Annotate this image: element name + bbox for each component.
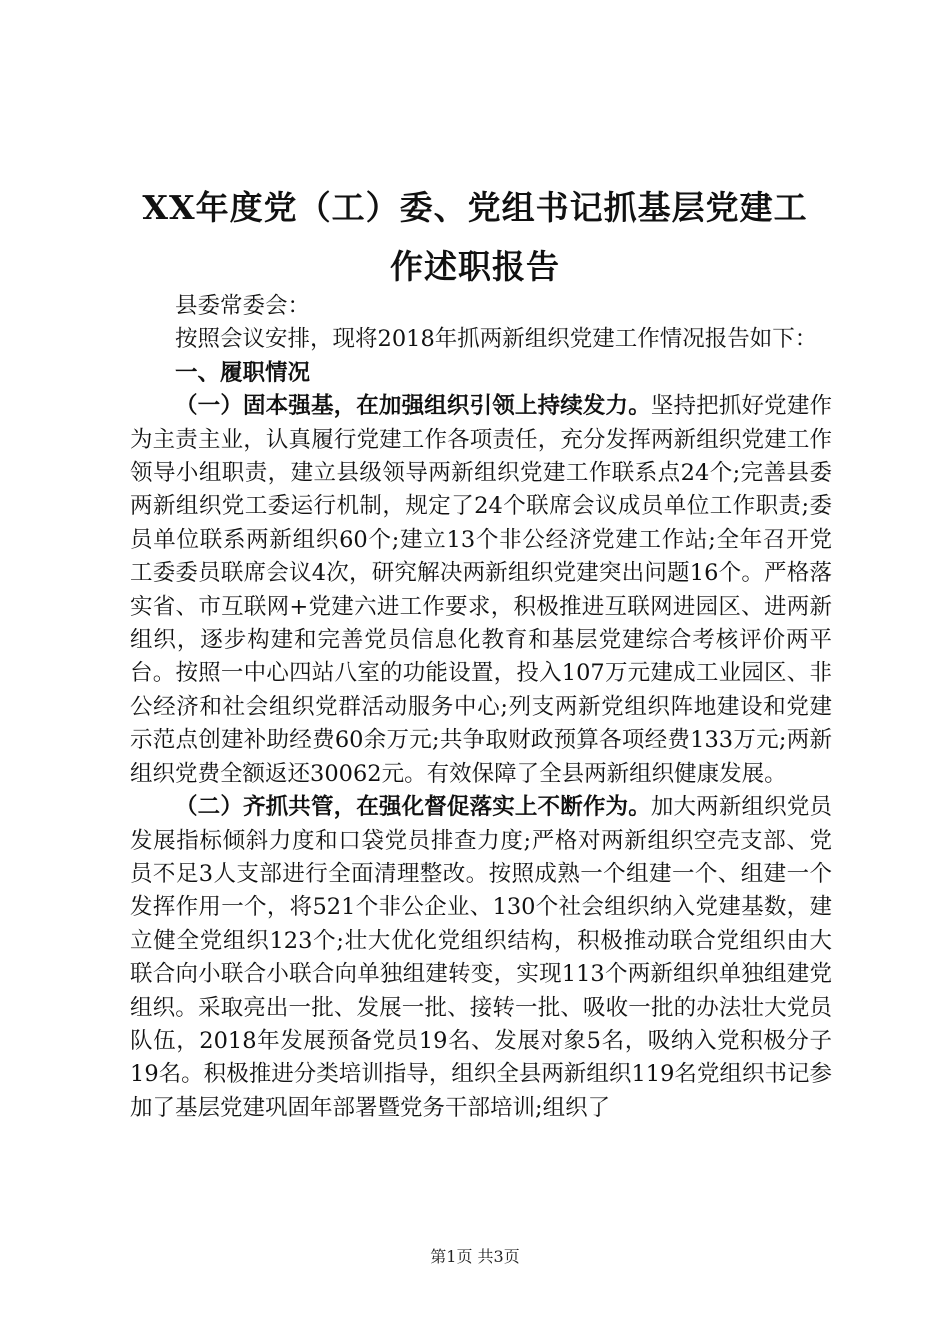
document-body [130, 290, 832, 1125]
paragraph-2-body: 加大两新组织党员发展指标倾斜力度和口袋党员排查力度;严格对两新组织空壳支部、党员不足3人支部进行全面清理整改。按照成熟一个组建一个、组建一个发挥作用一个，将521个非公企业、130个社会组织纳入党建基数，建立健全党组织123个;壮大优化党组织结构，积极推动联合党组织由大联合向小联合小联合向单独组建转变，实现113个两新组织单独组建党组织。采取亮出一批、发展一批、接转一批、吸收一批的办法壮大党员队伍，2018年发展预备党员19名、发展对象5名，吸纳入党积极分子19名。积极推进分类培训指导，组织全县两新组织119名党组织书记参加了基层党建巩固年部署暨党务干部培训;组织了 [130, 794, 832, 1121]
paragraph-1 [130, 390, 832, 791]
paragraph-2 [130, 791, 832, 1125]
document-title-line1: XX年度党（工）委、党组书记抓基层党建工 [142, 188, 808, 227]
document-title-line2: 作述职报告 [390, 247, 560, 286]
intro-paragraph: 按照会议安排，现将2018年抓两新组织党建工作情况报告如下： [175, 326, 818, 353]
paragraph-1-body: 坚持把抓好党建作为主责主业，认真履行党建工作各项责任，充分发挥两新组织党建工作领导小组职责，建立县级领导两新组织党建工作联系点24个;完善县委两新组织党工委运行机制，规定了24个联席会议成员单位工作职责;委员单位联系两新组织60个;建立13个非公经济党建工作站;全年召开党工委委员联席会议4次，研究解决两新组织党建突出问题16个。严格落实省、市互联网+党建六进工作要求，积极推进互联网进园区、进两新组织，逐步构建和完善党员信息化教育和基层党建综合考核评价两平台。按照一中心四站八室的功能设置，投入107万元建成工业园区、非公经济和社会组织党群活动服务中心;列支两新党组织阵地建设和党建示范点创建补助经费60余万元;共争取财政预算各项经费133万元;两新组织党费全额返还30062元。有效保障了全县两新组织健康发展。 [130, 393, 832, 787]
page-footer: 第1页 共3页 [430, 1247, 520, 1266]
paragraph-2-lead: （二）齐抓共管，在强化督促落实上不断作为。 [175, 794, 651, 821]
paragraph-1-lead: （一）固本强基，在加强组织引领上持续发力。 [175, 393, 651, 420]
salutation: 县委常委会： [175, 293, 311, 319]
section-heading: 一、履职情况 [175, 359, 311, 386]
